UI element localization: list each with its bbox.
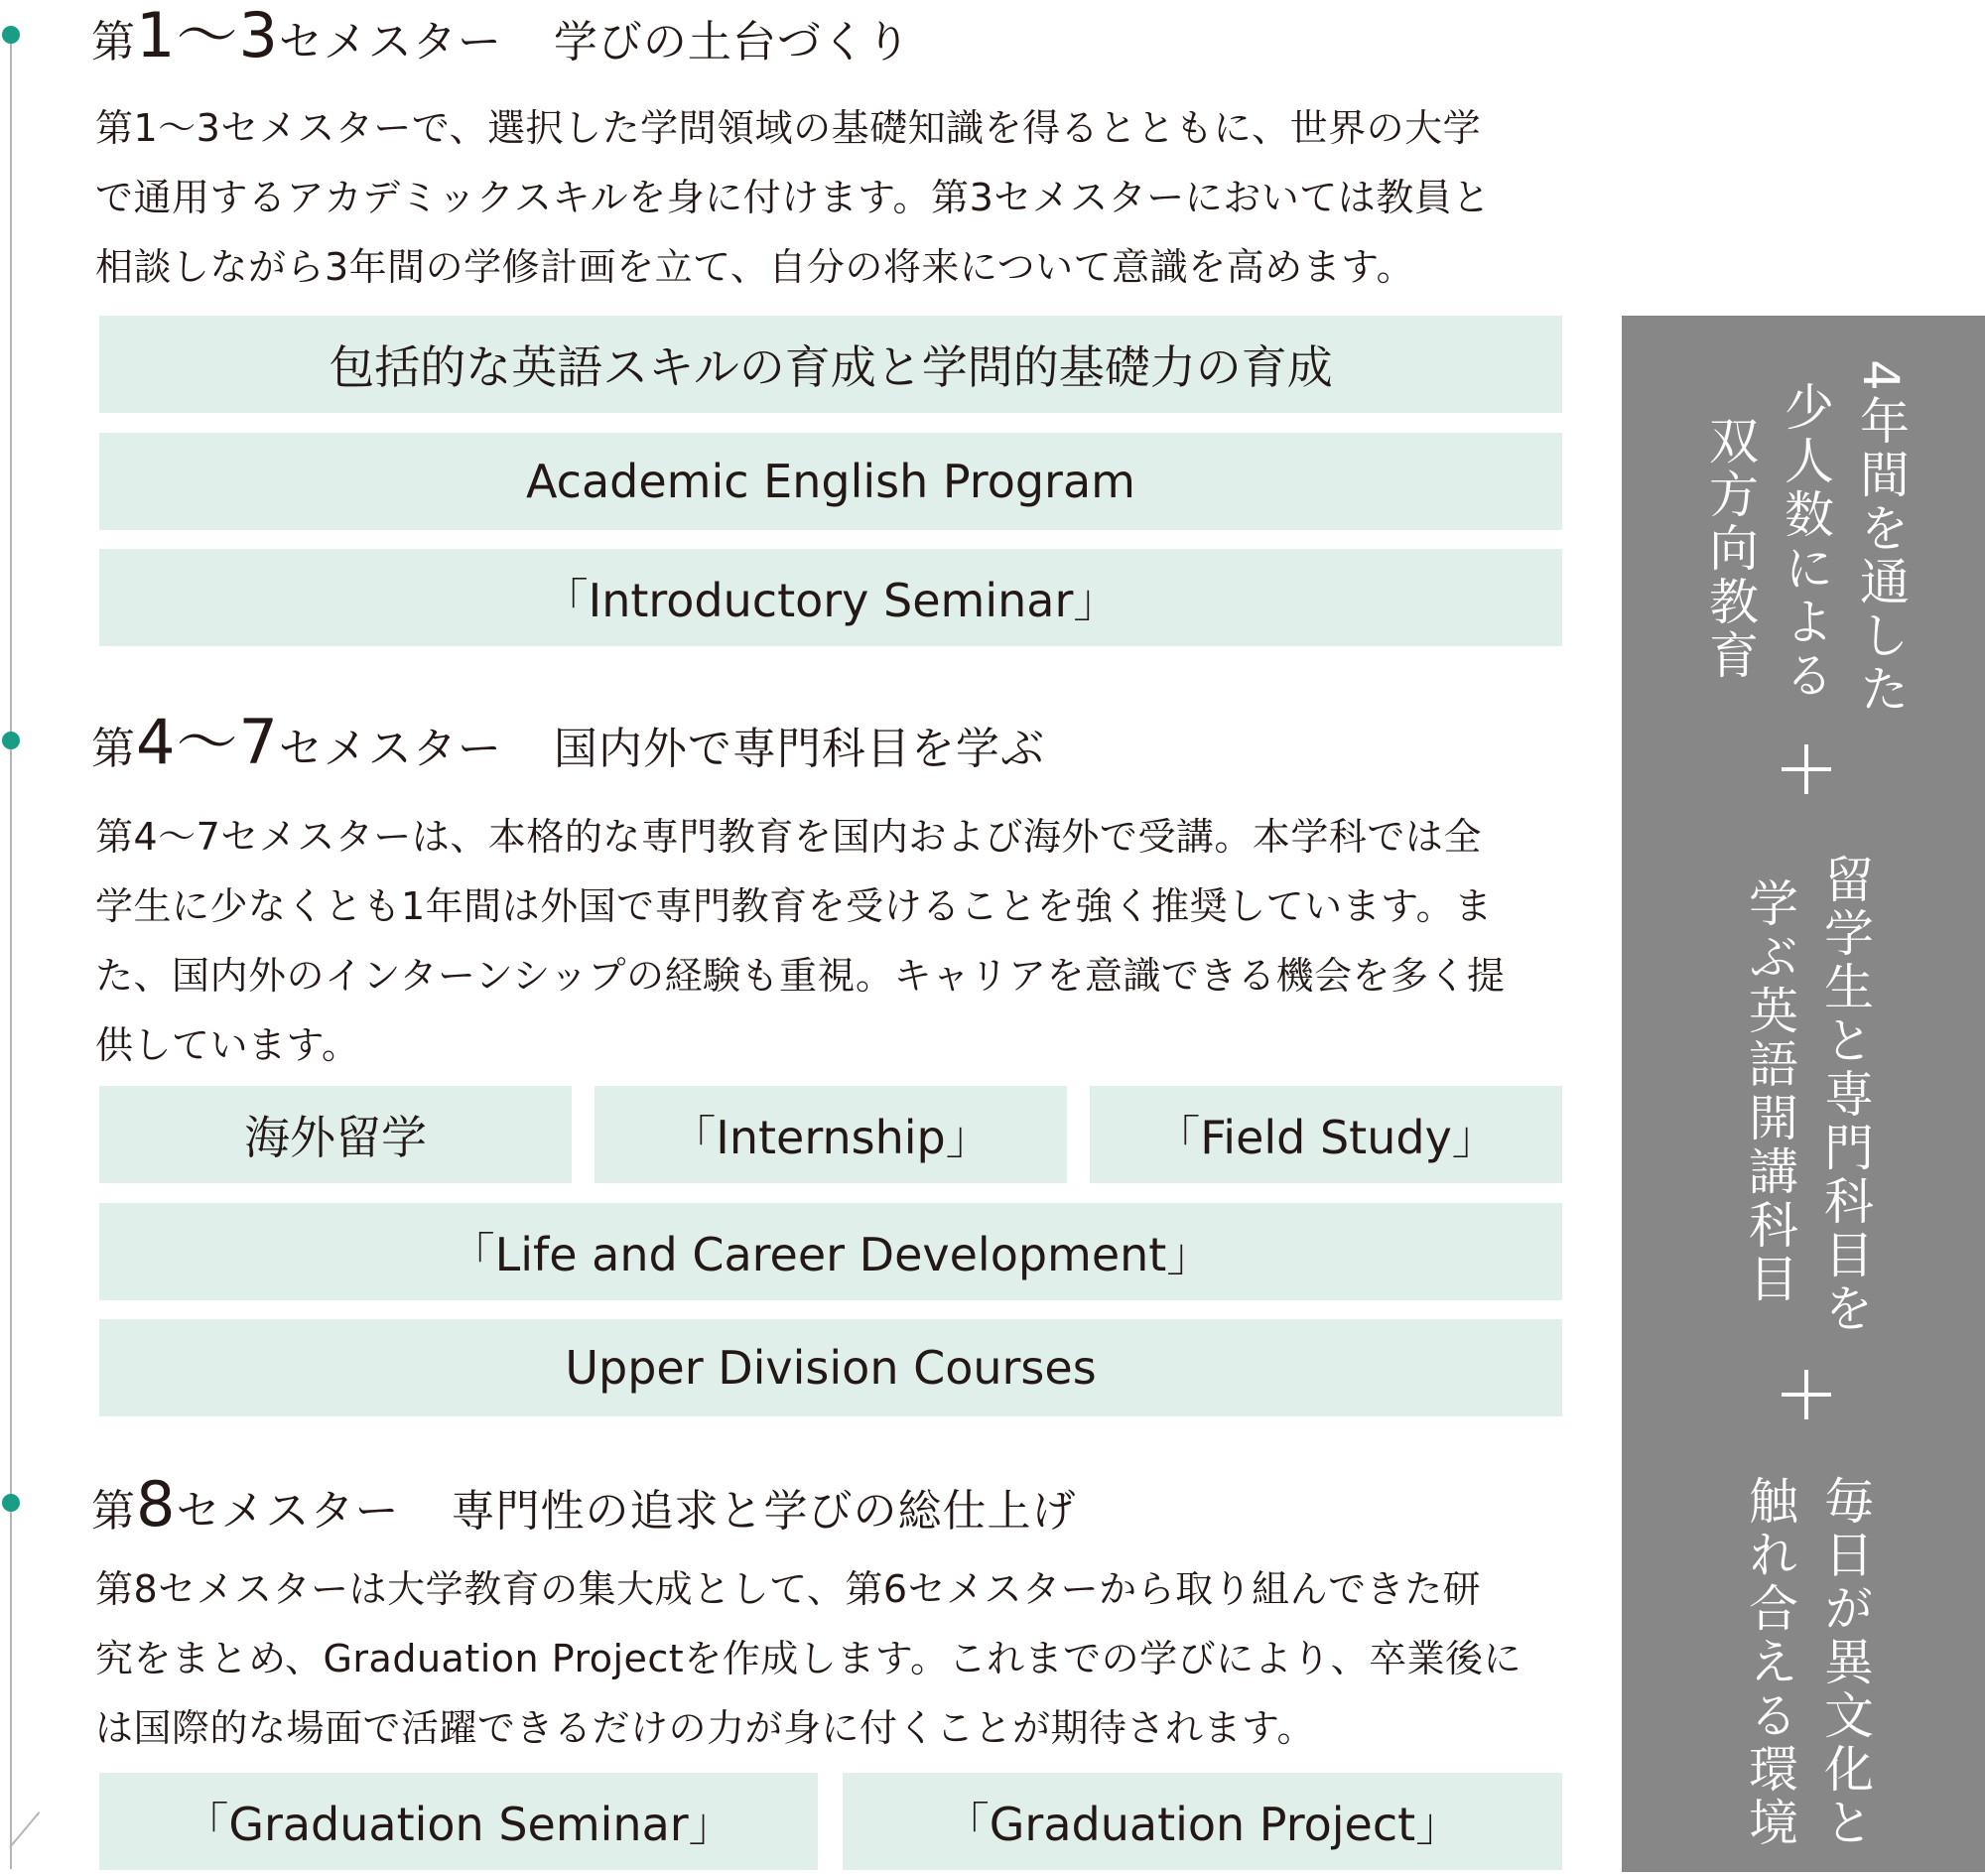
- section1-semester-number: 1〜3: [136, 0, 279, 71]
- timeline-dot-2: [2, 732, 20, 749]
- section2-line-2: 学生に少なくとも1年間は外国で専門教育を受けることを強く推奨しています。ま: [95, 884, 1493, 928]
- section2-box-internship: 「Internship」: [595, 1086, 1067, 1183]
- section2-heading-title: 国内外で専門科目を学ぶ: [553, 724, 1045, 774]
- section1-box-2: Academic English Program: [99, 433, 1562, 530]
- section1-heading: [91, 0, 911, 72]
- section3-heading-suffix: セメスター: [176, 1486, 400, 1537]
- section1-line-2: で通用するアカデミックスキルを身に付けます。第3セメスターにおいては教員と: [95, 176, 1491, 219]
- section2-box-field-study: 「Field Study」: [1090, 1086, 1562, 1183]
- sidebar-text-english-courses: 学ぶ英語開講科目: [1741, 877, 1798, 1306]
- sidebar-text-4years: 4年間を通した: [1852, 359, 1910, 717]
- sidebar-text-daily-culture: 毎日が異文化と: [1816, 1475, 1874, 1850]
- section1-description: [95, 93, 1574, 302]
- timeline-dot-1: [2, 26, 20, 44]
- section3-description: [95, 1554, 1574, 1763]
- section3-semester-number: 8: [136, 1468, 177, 1541]
- sidebar-text-intl-students: 留学生と専門科目を: [1816, 854, 1874, 1336]
- section1-heading-suffix: セメスター: [278, 17, 502, 67]
- plus-icon-2: [1782, 1370, 1831, 1419]
- section3-line-3: は国際的な場面で活躍できるだけの力が身に付くことが期待されます。: [95, 1706, 1315, 1750]
- section1-box-1: 包括的な英語スキルの育成と学問的基礎力の育成: [99, 316, 1562, 413]
- section1-box-3: 「Introductory Seminar」: [99, 549, 1562, 646]
- section2-box-upper-division: Upper Division Courses: [99, 1319, 1562, 1416]
- sidebar-text-environment: 触れ合える環境: [1741, 1475, 1798, 1850]
- section2-line-1: 第4〜7セメスターは、本格的な専門教育を国内および海外で受講。本学科では全: [95, 815, 1482, 859]
- section3-heading: [91, 1468, 1077, 1541]
- section2-heading-suffix: セメスター: [278, 724, 502, 774]
- section2-heading-prefix: 第: [91, 724, 136, 774]
- sidebar-text-two-way: 双方向教育: [1701, 415, 1759, 683]
- section2-heading: [91, 706, 1045, 779]
- section3-box-graduation-project: 「Graduation Project」: [843, 1773, 1562, 1870]
- timeline-dot-3: [2, 1494, 20, 1512]
- timeline-end-stroke: [9, 1811, 40, 1848]
- section2-description: [95, 802, 1574, 1080]
- section1-heading-title: 学びの土台づくり: [553, 17, 911, 67]
- timeline-line: [10, 28, 12, 1869]
- section2-line-4: 供しています。: [95, 1023, 360, 1067]
- section3-line-1: 第8セメスターは大学教育の集大成として、第6セメスターから取り組んできた研: [95, 1567, 1482, 1611]
- section2-box-life-career: 「Life and Career Development」: [99, 1203, 1562, 1300]
- section2-semester-number: 4〜7: [136, 706, 279, 778]
- section2-box-study-abroad: 海外留学: [99, 1086, 572, 1183]
- section3-line-2: 究をまとめ、Graduation Projectを作成します。これまでの学びにより、卒業後に: [95, 1637, 1522, 1680]
- section1-line-3: 相談しながら3年間の学修計画を立て、自分の将来について意識を高めます。: [95, 245, 1415, 289]
- sidebar-text-small-group: 少人数による: [1777, 381, 1834, 703]
- section3-heading-title: 専門性の追求と学びの総仕上げ: [451, 1486, 1077, 1537]
- section1-line-1: 第1〜3セメスターで、選択した学問領域の基礎知識を得るとともに、世界の大学: [95, 106, 1482, 150]
- section3-heading-prefix: 第: [91, 1486, 136, 1537]
- section1-heading-prefix: 第: [91, 17, 136, 67]
- section3-box-graduation-seminar: 「Graduation Seminar」: [99, 1773, 818, 1870]
- section2-line-3: た、国内外のインターンシップの経験も重視。キャリアを意識できる機会を多く提: [95, 954, 1506, 998]
- plus-icon-1: [1782, 744, 1831, 794]
